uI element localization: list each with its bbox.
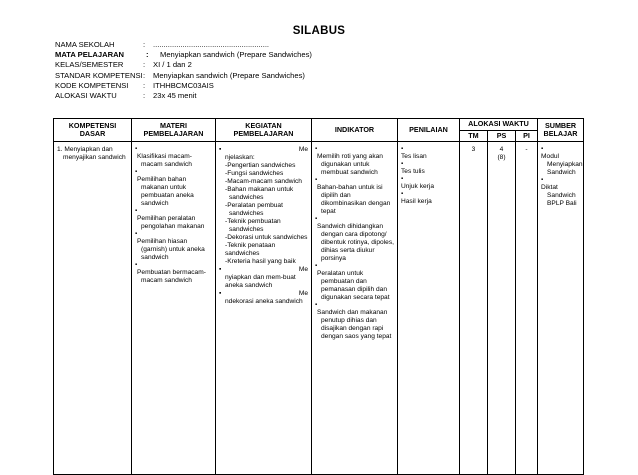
- sumber-title: Modul: [541, 153, 559, 160]
- kompetensi-line: menyajikan sandwich: [63, 154, 126, 161]
- bullet-icon: [315, 177, 394, 184]
- kegiatan-line: [219, 290, 308, 298]
- bullet-icon: [401, 176, 456, 183]
- kegiatan-me: Me: [298, 146, 308, 153]
- meta-label: KODE KOMPETENSI: [55, 80, 129, 90]
- materi-item: Pemilihan bahan makanan untuk pembuatan aneka sandwich: [137, 176, 194, 207]
- bullet-icon: ▪: [219, 266, 222, 273]
- meta-label: STANDAR KOMPETENSI: [55, 70, 143, 80]
- meta-row: [55, 81, 312, 91]
- header-indikator: INDIKATOR: [312, 119, 398, 142]
- indikator-item: Bahan-bahan untuk isi dipilih dan dikombinasikan dengan tepat: [317, 184, 391, 215]
- bullet-icon: [401, 191, 456, 198]
- kegiatan-item: -Peralatan pembuat sandwiches: [225, 202, 283, 217]
- indikator-item: Memilih roti yang akan digunakan untuk membuat sandwich: [317, 153, 383, 176]
- sumber-sub: Sandwich: [547, 192, 576, 199]
- bullet-icon: [315, 146, 394, 153]
- kegiatan-line: [219, 146, 308, 154]
- meta-label: NAMA SEKOLAH: [55, 40, 115, 49]
- cell-sumber: [538, 142, 584, 475]
- meta-label: KELAS/SEMESTER: [55, 60, 124, 70]
- cell-ps: [488, 142, 516, 475]
- kegiatan-line: [219, 266, 308, 274]
- tm-value: 3: [471, 146, 476, 153]
- bullet-icon: [541, 146, 580, 153]
- kegiatan-me: Me: [298, 290, 308, 297]
- cell-penilaian: [398, 142, 460, 475]
- ps-value-secondary: (8): [497, 154, 506, 161]
- meta-row: [55, 40, 312, 50]
- kompetensi-line: 1. Menyiapkan dan: [57, 146, 113, 153]
- kegiatan-item: -Kreteria hasil yang baik: [225, 258, 296, 265]
- kegiatan-item: -Teknik pembuatan sandwiches: [225, 218, 281, 233]
- header-pi: PI: [516, 130, 538, 142]
- kegiatan-item: -Bahan makanan untuk sandwiches: [225, 186, 294, 201]
- meta-colon: :: [143, 60, 146, 70]
- table-row: [54, 142, 584, 475]
- indikator-item: Sandwich dihidangkan dengan cara dipotong/ dibentuk rotinya, dipoles, dihias serta diukur porsinya: [317, 223, 394, 262]
- meta-label: MATA PELAJARAN: [55, 50, 125, 60]
- sumber-title: Diktat: [541, 184, 558, 191]
- bullet-icon: [401, 146, 456, 153]
- meta-colon: :: [143, 40, 146, 49]
- kegiatan-item: -Teknik penataan sandwiches: [225, 242, 276, 257]
- kegiatan-item: -Dekorasi untuk sandwiches: [225, 234, 308, 241]
- materi-item: Klasifikasi macam-macam sandwich: [137, 153, 192, 168]
- kegiatan-item: -Macam-macam sandwich: [225, 178, 302, 185]
- kegiatan-me: Me: [298, 266, 308, 273]
- bullet-icon: [135, 231, 212, 238]
- meta-value: Menyiapkan sandwich (Prepare Sandwiches): [153, 70, 305, 80]
- penilaian-item: Hasil kerja: [401, 198, 432, 205]
- ps-value: 4: [499, 146, 504, 153]
- sumber-sub: Sandwich: [547, 169, 576, 176]
- kegiatan-item: -Fungsi sandwiches: [225, 170, 284, 177]
- cell-materi: [132, 142, 216, 475]
- bullet-icon: [315, 216, 394, 223]
- meta-row: [55, 50, 312, 60]
- sumber-sub: Menyiapkan: [547, 161, 583, 168]
- bullet-icon: [135, 262, 212, 269]
- cell-indikator: [312, 142, 398, 475]
- bullet-icon: [541, 177, 580, 184]
- kegiatan-item: -Pengertian sandwiches: [225, 162, 296, 169]
- bullet-icon: ▪: [219, 146, 222, 153]
- bullet-icon: ▪: [219, 290, 222, 297]
- meta-colon: :: [143, 70, 146, 80]
- materi-item: Pemilihan hiasan (garnish) untuk aneka sandwich: [137, 238, 205, 261]
- bullet-icon: [135, 146, 212, 153]
- cell-tm: [460, 142, 488, 475]
- indikator-item: Sandwich dan makanan penutup dihias dan disajikan dengan rapi dengan saos yang tepat: [317, 309, 392, 340]
- meta-row: [55, 71, 312, 81]
- header-kegiatan: KEGIATAN PEMBELAJARAN: [216, 119, 312, 142]
- cell-kompetensi: [54, 142, 132, 475]
- page-title: SILABUS: [292, 25, 346, 37]
- header-kompetensi-dasar: KOMPETENSI DASAR: [54, 119, 132, 142]
- header-ps: PS: [488, 130, 516, 142]
- header-sumber-belajar: SUMBER BELAJAR: [538, 119, 584, 142]
- header-penilaian: PENILAIAN: [398, 119, 460, 142]
- meta-colon: :: [143, 80, 146, 90]
- meta-block: [55, 40, 312, 101]
- meta-colon: :: [146, 50, 149, 60]
- cell-pi: [516, 142, 538, 475]
- kegiatan-tail: ndekorasi aneka sandwich: [225, 298, 303, 305]
- penilaian-item: Tes lisan: [401, 153, 427, 160]
- penilaian-item: Tes tulis: [401, 168, 425, 175]
- bullet-icon: [135, 208, 212, 215]
- meta-value: .......................................................: [153, 40, 270, 49]
- kegiatan-intro: njelaskan:: [225, 154, 255, 161]
- header-tm: TM: [460, 130, 488, 142]
- indikator-item: Peralatan untuk pembuatan dan pemanasan dipilih dan digunakan secara tepat: [317, 270, 390, 301]
- bullet-icon: [315, 263, 394, 270]
- kegiatan-tail: nyiapkan dan mem-buat aneka sandwich: [225, 274, 296, 289]
- header-materi: MATERI PEMBELAJARAN: [132, 119, 216, 142]
- materi-item: Pembuatan bermacam-macam sandwich: [137, 269, 206, 284]
- bullet-icon: [315, 302, 394, 309]
- meta-value: 23x 45 menit: [153, 91, 197, 101]
- bullet-icon: [135, 169, 212, 176]
- meta-colon: :: [143, 91, 146, 101]
- penilaian-item: Unjuk kerja: [401, 183, 434, 190]
- bullet-icon: [401, 161, 456, 168]
- cell-kegiatan: [216, 142, 312, 475]
- meta-row: [55, 60, 312, 70]
- meta-value: Menyiapkan sandwich (Prepare Sandwiches): [160, 50, 312, 60]
- meta-value: XI / 1 dan 2: [153, 60, 192, 70]
- pi-value: -: [525, 146, 528, 153]
- syllabus-table: [53, 118, 584, 475]
- header-alokasi-waktu: ALOKASI WAKTU: [460, 119, 538, 131]
- meta-value: ITHHBCMC03AIS: [153, 80, 214, 90]
- meta-label: ALOKASI WAKTU: [55, 91, 117, 101]
- meta-row: [55, 91, 312, 101]
- materi-item: Pemilihan peralatan pengolahan makanan: [137, 215, 205, 230]
- sumber-sub: BPLP Bali: [547, 200, 577, 207]
